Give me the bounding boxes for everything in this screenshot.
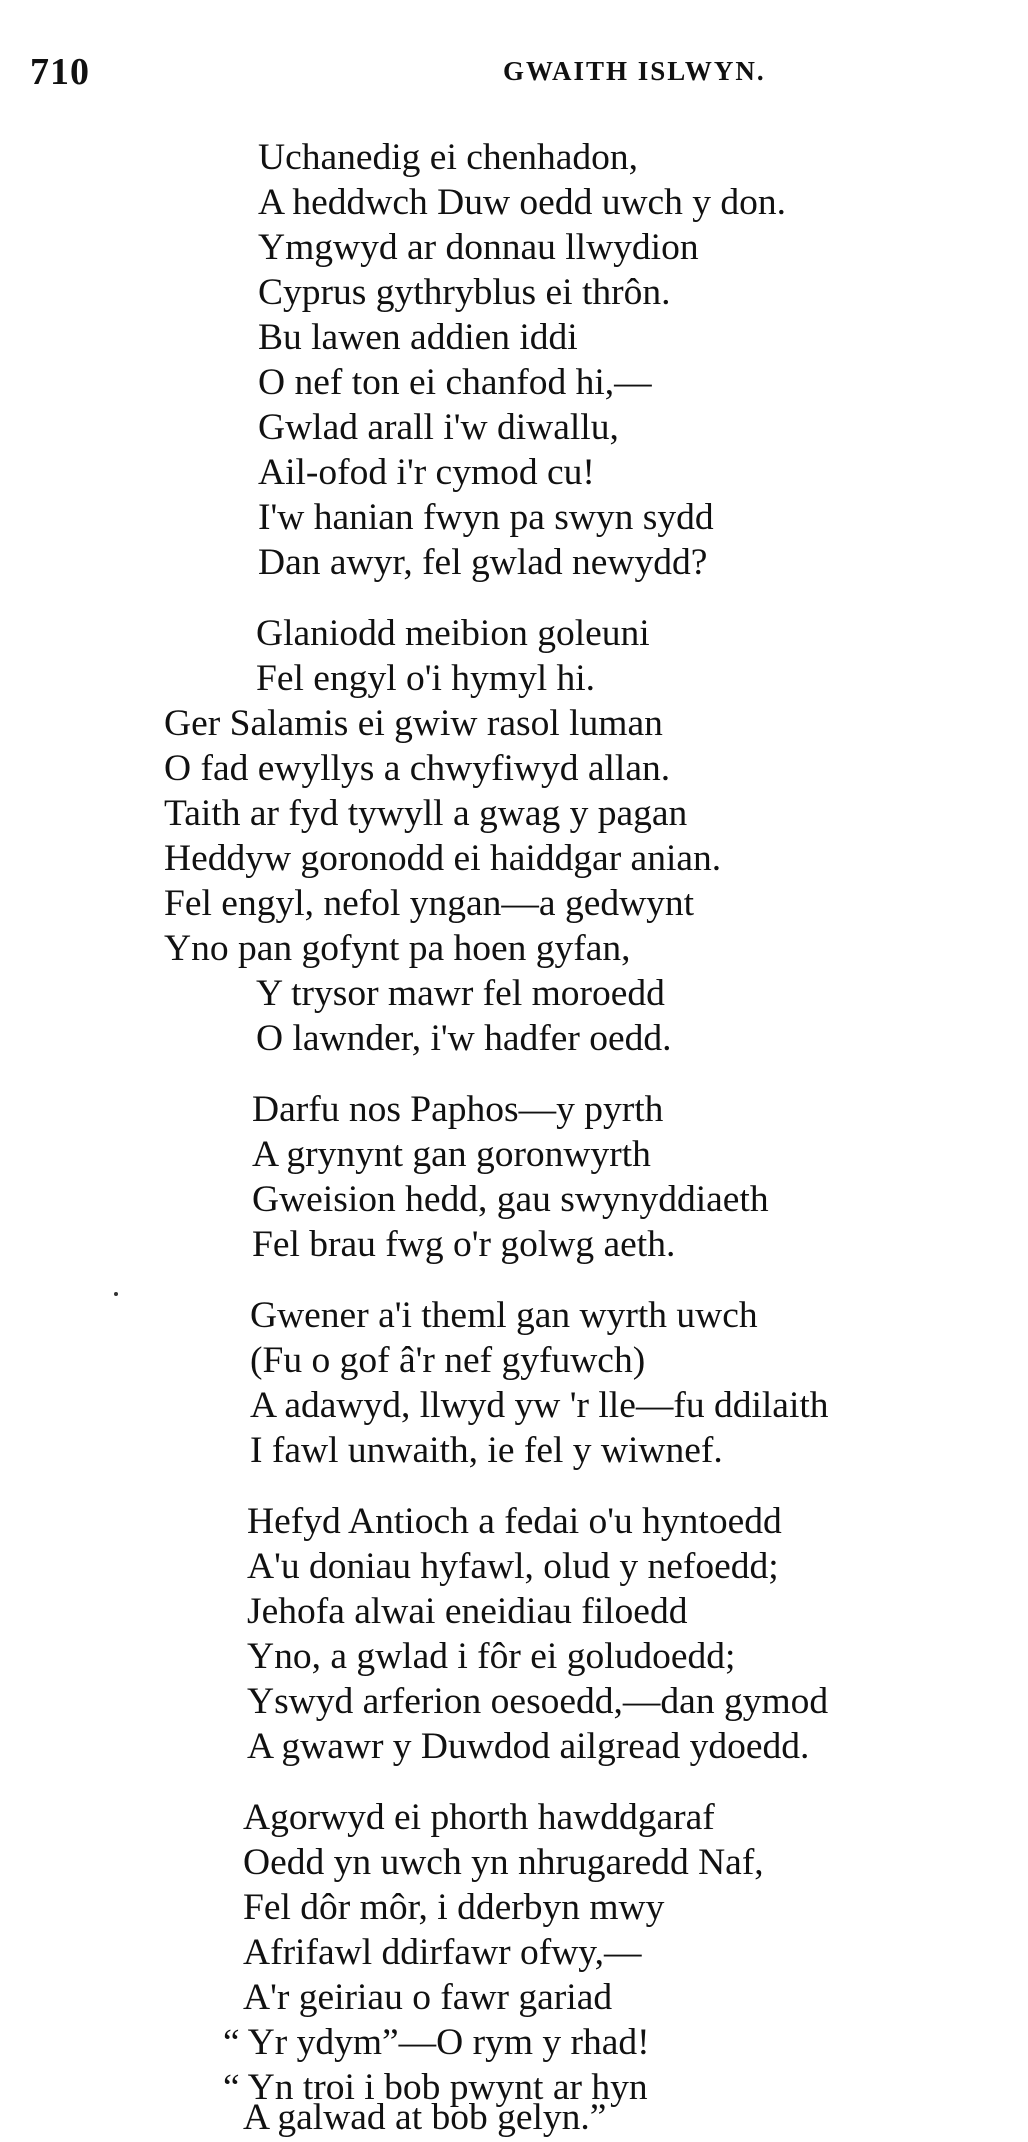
verse-line: Fel brau fwg o'r golwg aeth. [252,1224,676,1265]
verse-line: Dan awyr, fel gwlad newydd? [258,542,708,583]
stray-mark [114,1292,118,1296]
verse-line: A'u doniau hyfawl, olud y nefoedd; [247,1546,779,1587]
verse-line: Yswyd arferion oesoedd,—dan gymod [247,1681,829,1722]
verse-line: Y trysor mawr fel moroedd [256,973,665,1014]
verse-line: I'w hanian fwyn pa swyn sydd [258,497,714,538]
verse-line: A heddwch Duw oedd uwch y don. [258,182,787,223]
verse-line: Gwlad arall i'w diwallu, [258,407,619,448]
verse-line: A gwawr y Duwdod ailgread ydoedd. [247,1726,810,1767]
verse-line: O fad ewyllys a chwyfiwyd allan. [164,748,671,789]
verse-line: Yno, a gwlad i fôr ei goludoedd; [247,1636,736,1677]
verse-line: A'r geiriau o fawr gariad [243,1977,613,2018]
verse-line: Bu lawen addien iddi [258,317,578,358]
verse-line: A adawyd, llwyd yw 'r lle—fu ddilaith [250,1385,829,1426]
verse-line: Uchanedig ei chenhadon, [258,137,639,178]
verse-line: Hefyd Antioch a fedai o'u hyntoedd [247,1501,782,1542]
verse-line: Gwener a'i theml gan wyrth uwch [250,1295,758,1336]
verse-line: O nef ton ei chanfod hi,— [258,362,652,403]
verse-line: I fawl unwaith, ie fel y wiwnef. [250,1430,723,1471]
verse-line: Agorwyd ei phorth hawddgaraf [243,1797,715,1838]
verse-line: Oedd yn uwch yn nhrugaredd Naf, [243,1842,764,1883]
verse-line: Heddyw goronodd ei haiddgar anian. [164,838,722,879]
verse-line: Ail-ofod i'r cymod cu! [258,452,595,493]
verse-line: Jehofa alwai eneidiau filoedd [247,1591,688,1632]
verse-line: “ Yr ydym”—O rym y rhad! [223,2022,650,2063]
verse-line: A galwad at bob gelyn.” [243,2097,607,2138]
page-header [30,50,830,100]
verse-line: A grynynt gan goronwyrth [252,1134,651,1175]
verse-line: Yno pan gofynt pa hoen gyfan, [164,928,631,969]
verse-line: Fel engyl o'i hymyl hi. [256,658,596,699]
verse-line: Gweision hedd, gau swynyddiaeth [252,1179,769,1220]
verse-line: Cyprus gythryblus ei thrôn. [258,272,671,313]
verse-line: Taith ar fyd tywyll a gwag y pagan [164,793,688,834]
verse-line: Fel engyl, nefol yngan—a gedwynt [164,883,695,924]
verse-line: Ymgwyd ar donnau llwydion [258,227,699,268]
running-title: GWAITH ISLWYN. [503,56,766,86]
verse-line: Fel dôr môr, i dderbyn mwy [243,1887,665,1928]
verse-line: Ger Salamis ei gwiw rasol luman [164,703,663,744]
verse-line: O lawnder, i'w hadfer oedd. [256,1018,672,1059]
verse-line: Darfu nos Paphos—y pyrth [252,1089,664,1130]
verse-line: “ Yn troi i bob pwynt ar hyn [223,2067,648,2108]
verse-line: Afrifawl ddirfawr ofwy,— [243,1932,642,1973]
verse-line: Glaniodd meibion goleuni [256,613,650,654]
verse-line: (Fu o gof â'r nef gyfuwch) [250,1340,646,1381]
page-number: 710 [30,51,90,93]
